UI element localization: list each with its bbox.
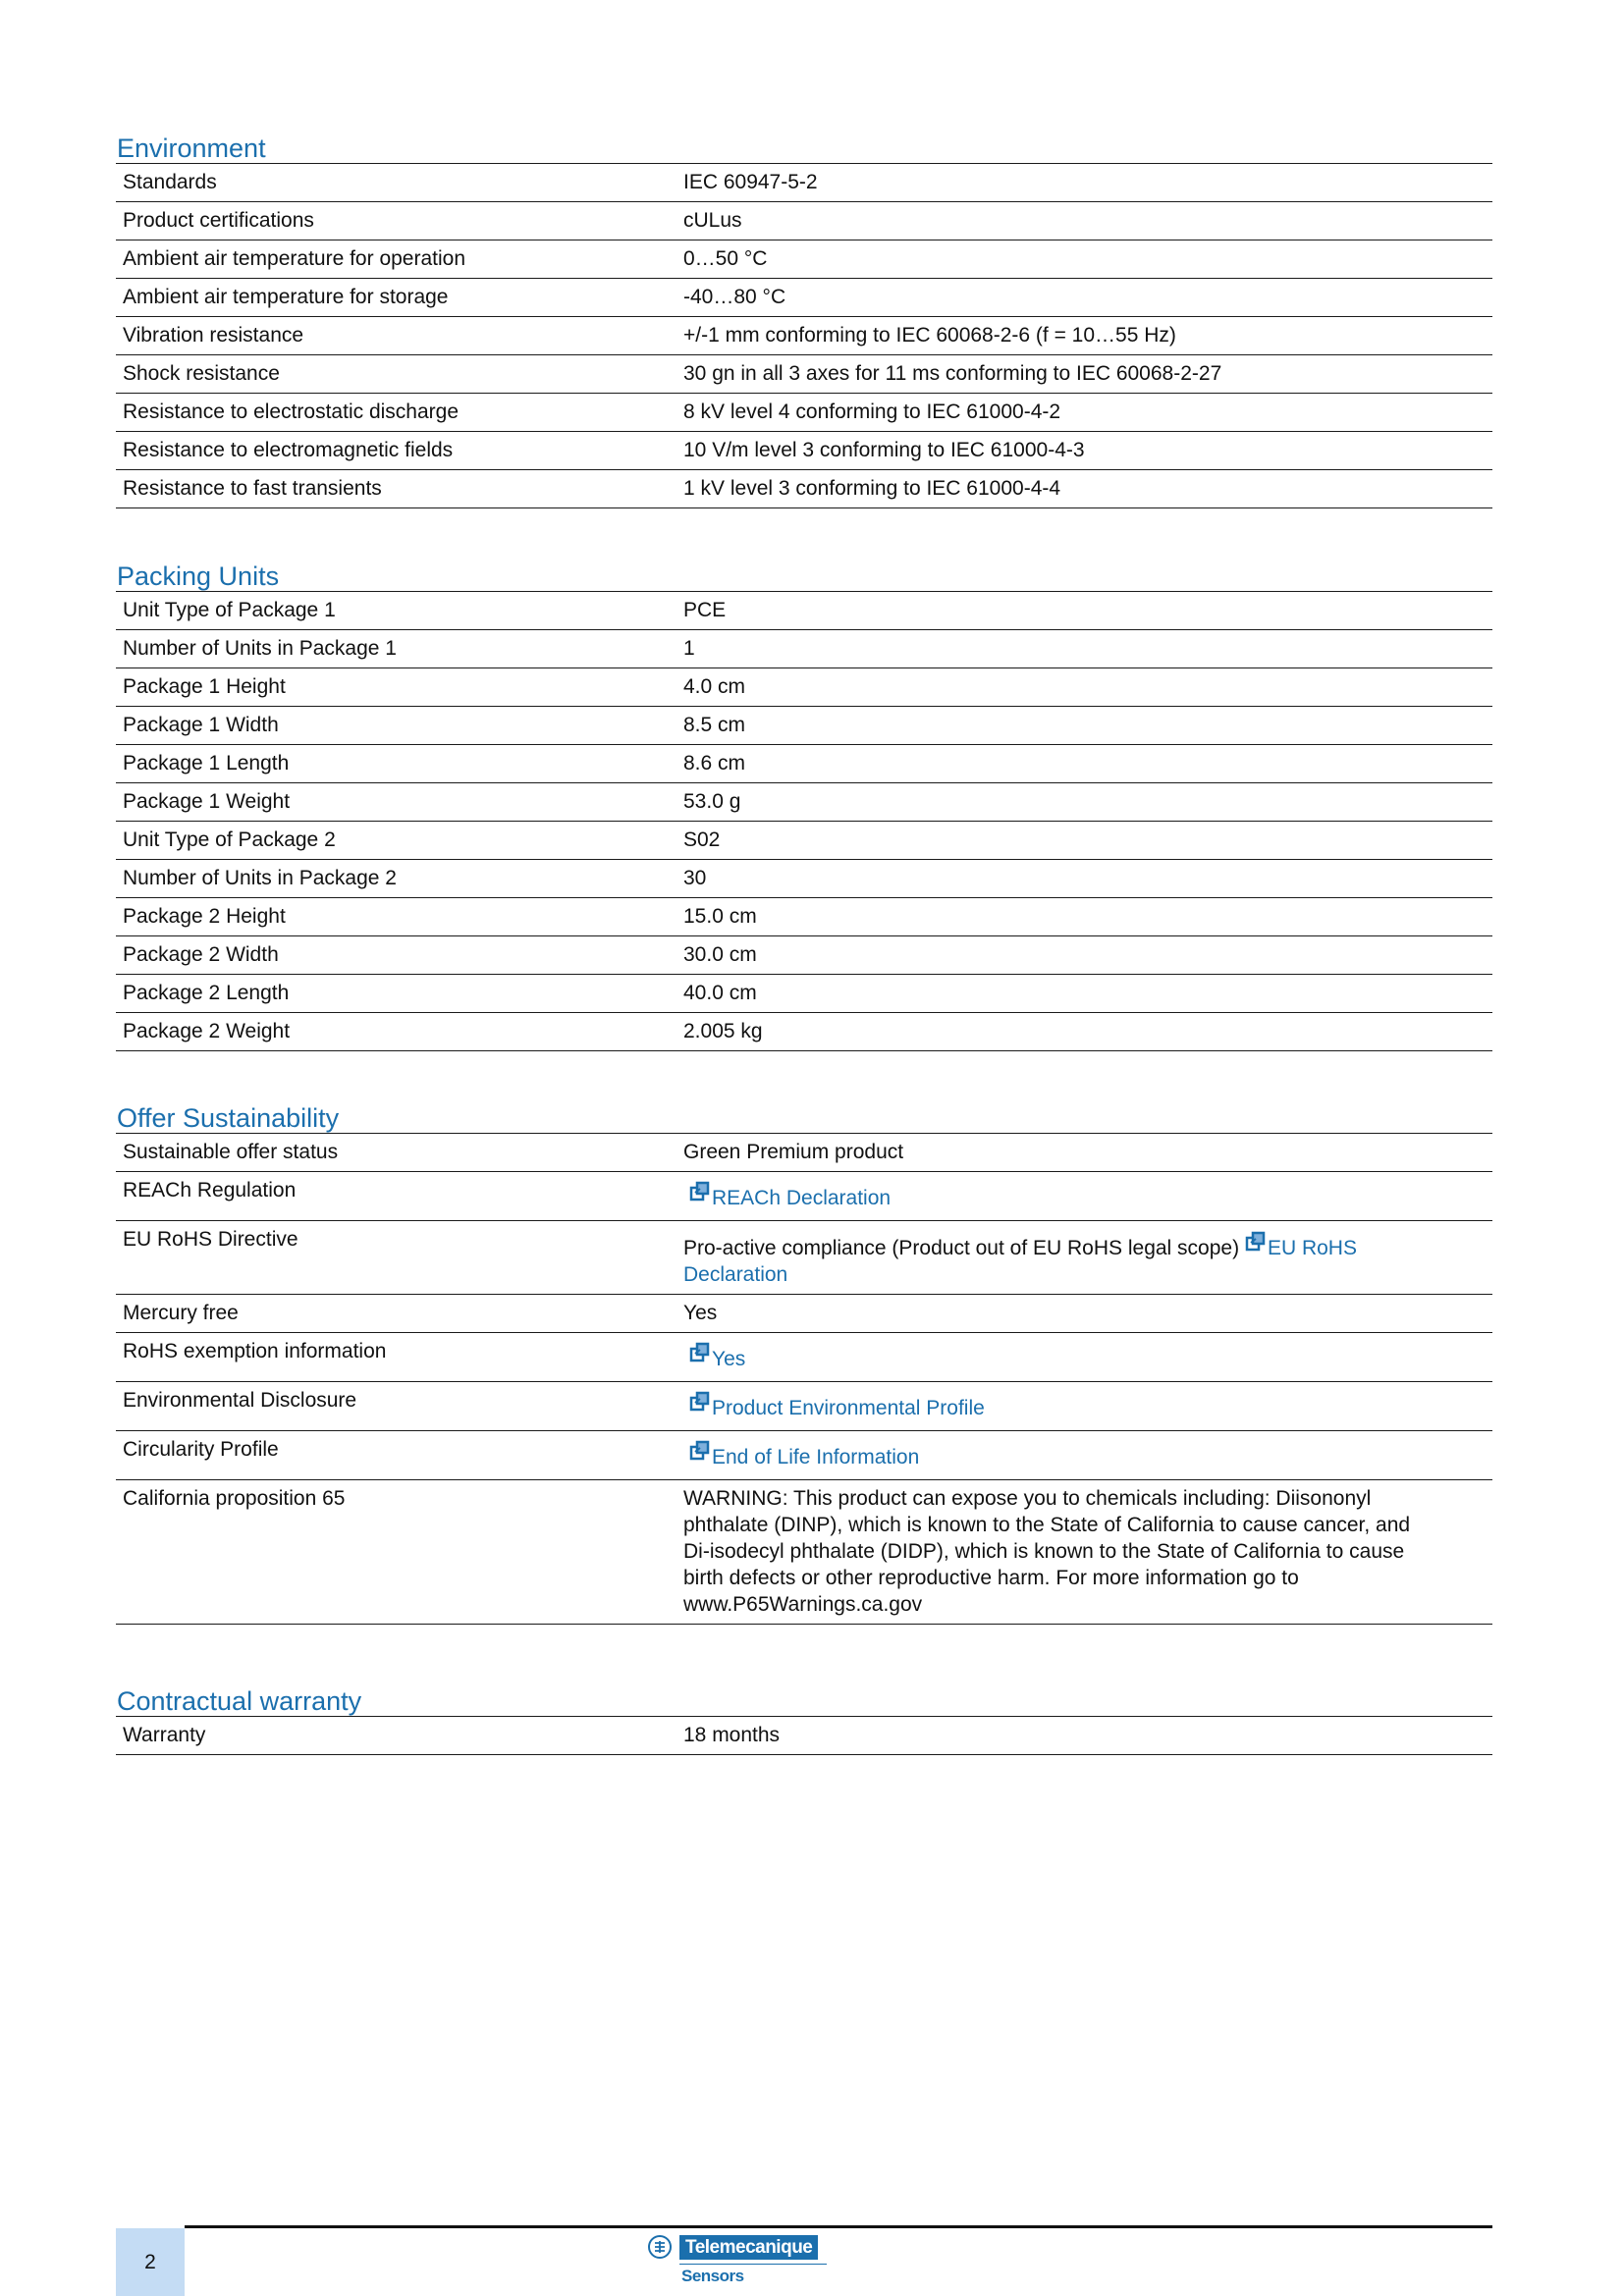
page-number-text: 2 [144, 2250, 156, 2273]
telemecanique-logo-icon [648, 2235, 672, 2259]
table-row [116, 432, 1492, 470]
table-row [116, 1221, 1492, 1295]
table-row [116, 1134, 1492, 1172]
table-row [116, 1172, 1492, 1221]
brand-name: Telemecanique [679, 2235, 818, 2260]
section-environment [116, 133, 1492, 508]
row-label: REACh Regulation [116, 1172, 677, 1221]
row-label: Number of Units in Package 2 [116, 860, 677, 898]
table-row [116, 240, 1492, 279]
link-label: Product Environmental Profile [712, 1397, 985, 1419]
table-row [116, 355, 1492, 394]
packing-units-table [116, 592, 1492, 1051]
link-label: REACh Declaration [712, 1187, 892, 1209]
table-row [116, 745, 1492, 783]
row-value: 30.0 cm [677, 936, 1492, 975]
section-title: Environment [116, 133, 1492, 164]
row-value: 15.0 cm [677, 898, 1492, 936]
row-label: Product certifications [116, 202, 677, 240]
table-row [116, 470, 1492, 508]
external-document-icon [689, 1185, 711, 1206]
table-row [116, 592, 1492, 630]
table-row [116, 975, 1492, 1013]
row-label: EU RoHS Directive [116, 1221, 677, 1295]
row-label: Package 1 Height [116, 668, 677, 707]
row-value: +/-1 mm conforming to IEC 60068-2-6 (f = 10…55 Hz) [677, 317, 1492, 355]
rohs-compliance-text: Pro-active compliance (Product out of EU RoHS legal scope) [683, 1237, 1240, 1259]
table-row [116, 630, 1492, 668]
row-label: Package 1 Length [116, 745, 677, 783]
row-value: 8 kV level 4 conforming to IEC 61000-4-2 [677, 394, 1492, 432]
table-row [116, 1382, 1492, 1431]
row-value: 2.005 kg [677, 1013, 1492, 1051]
row-value: 18 months [677, 1717, 1492, 1755]
table-row [116, 1480, 1492, 1625]
row-value: 30 gn in all 3 axes for 11 ms conforming to IEC 60068-2-27 [677, 355, 1492, 394]
row-value [677, 1333, 1492, 1382]
row-value: 8.6 cm [677, 745, 1492, 783]
section-title: Contractual warranty [116, 1686, 1492, 1717]
link-label: EU RoHS Declaration [683, 1237, 1357, 1286]
row-value: 4.0 cm [677, 668, 1492, 707]
row-label: Package 2 Height [116, 898, 677, 936]
footer-divider [185, 2225, 1492, 2228]
external-document-icon [689, 1346, 711, 1367]
table-row [116, 936, 1492, 975]
brand-divider [679, 2264, 827, 2265]
table-row [116, 164, 1492, 202]
row-value: -40…80 °C [677, 279, 1492, 317]
row-label: Package 2 Weight [116, 1013, 677, 1051]
table-row [116, 860, 1492, 898]
contractual-warranty-table [116, 1717, 1492, 1755]
row-value: 8.5 cm [677, 707, 1492, 745]
row-label: Standards [116, 164, 677, 202]
table-row [116, 1717, 1492, 1755]
row-value: 1 [677, 630, 1492, 668]
table-row [116, 1295, 1492, 1333]
row-label: Package 1 Weight [116, 783, 677, 822]
row-label: Package 1 Width [116, 707, 677, 745]
row-label: RoHS exemption information [116, 1333, 677, 1382]
link-label: End of Life Information [712, 1446, 920, 1468]
row-value: Green Premium product [677, 1134, 1492, 1172]
row-value: S02 [677, 822, 1492, 860]
row-label: Circularity Profile [116, 1431, 677, 1480]
row-label: Ambient air temperature for storage [116, 279, 677, 317]
product-environmental-profile-link[interactable] [683, 1397, 985, 1419]
row-label: Mercury free [116, 1295, 677, 1333]
link-label: Yes [712, 1348, 746, 1370]
reach-declaration-link[interactable] [683, 1187, 891, 1209]
row-label: Vibration resistance [116, 317, 677, 355]
section-title: Offer Sustainability [116, 1103, 1492, 1134]
external-document-icon [689, 1395, 711, 1416]
section-contractual-warranty [116, 1686, 1492, 1755]
row-label: Unit Type of Package 2 [116, 822, 677, 860]
rohs-exemption-link[interactable] [683, 1348, 745, 1370]
row-label: Environmental Disclosure [116, 1382, 677, 1431]
row-value: 0…50 °C [677, 240, 1492, 279]
offer-sustainability-table [116, 1134, 1492, 1625]
row-label: California proposition 65 [116, 1480, 677, 1625]
row-label: Resistance to fast transients [116, 470, 677, 508]
row-label: Shock resistance [116, 355, 677, 394]
brand-subtitle: Sensors [681, 2267, 744, 2285]
table-row [116, 783, 1492, 822]
row-value [677, 1431, 1492, 1480]
table-row [116, 707, 1492, 745]
table-row [116, 1333, 1492, 1382]
brand-logo [648, 2235, 844, 2294]
table-row [116, 202, 1492, 240]
row-label: Ambient air temperature for operation [116, 240, 677, 279]
external-document-icon [1245, 1235, 1267, 1256]
table-row [116, 279, 1492, 317]
table-row [116, 394, 1492, 432]
section-packing-units [116, 561, 1492, 1051]
table-row [116, 822, 1492, 860]
row-label: Sustainable offer status [116, 1134, 677, 1172]
table-row [116, 1013, 1492, 1051]
table-row [116, 668, 1492, 707]
row-value: 30 [677, 860, 1492, 898]
environment-table [116, 164, 1492, 508]
table-row [116, 898, 1492, 936]
table-row [116, 317, 1492, 355]
row-value: PCE [677, 592, 1492, 630]
end-of-life-information-link[interactable] [683, 1446, 919, 1468]
section-offer-sustainability [116, 1103, 1492, 1625]
row-value: 53.0 g [677, 783, 1492, 822]
row-label: Warranty [116, 1717, 677, 1755]
row-value: 10 V/m level 3 conforming to IEC 61000-4-3 [677, 432, 1492, 470]
row-label: Package 2 Length [116, 975, 677, 1013]
page-number [116, 2228, 185, 2296]
row-value: 40.0 cm [677, 975, 1492, 1013]
row-label: Unit Type of Package 1 [116, 592, 677, 630]
section-title: Packing Units [116, 561, 1492, 592]
row-value: 1 kV level 3 conforming to IEC 61000-4-4 [677, 470, 1492, 508]
row-value: Yes [677, 1295, 1492, 1333]
row-value: cULus [677, 202, 1492, 240]
row-value [677, 1382, 1492, 1431]
row-value: IEC 60947-5-2 [677, 164, 1492, 202]
table-row [116, 1431, 1492, 1480]
row-value [677, 1172, 1492, 1221]
external-document-icon [689, 1444, 711, 1466]
row-value [677, 1221, 1492, 1295]
row-label: Resistance to electrostatic discharge [116, 394, 677, 432]
row-value: WARNING: This product can expose you to chemicals including: Diisononyl phthalate (DINP), which is known to the State of California to cause cancer, and Di-isodecyl phthalate (DIDP), which is known to the State of California to cause birth defects or other reproductive harm. For more information go to www.P65Warnings.ca.gov [677, 1480, 1492, 1625]
row-label: Number of Units in Package 1 [116, 630, 677, 668]
row-label: Resistance to electromagnetic fields [116, 432, 677, 470]
row-label: Package 2 Width [116, 936, 677, 975]
